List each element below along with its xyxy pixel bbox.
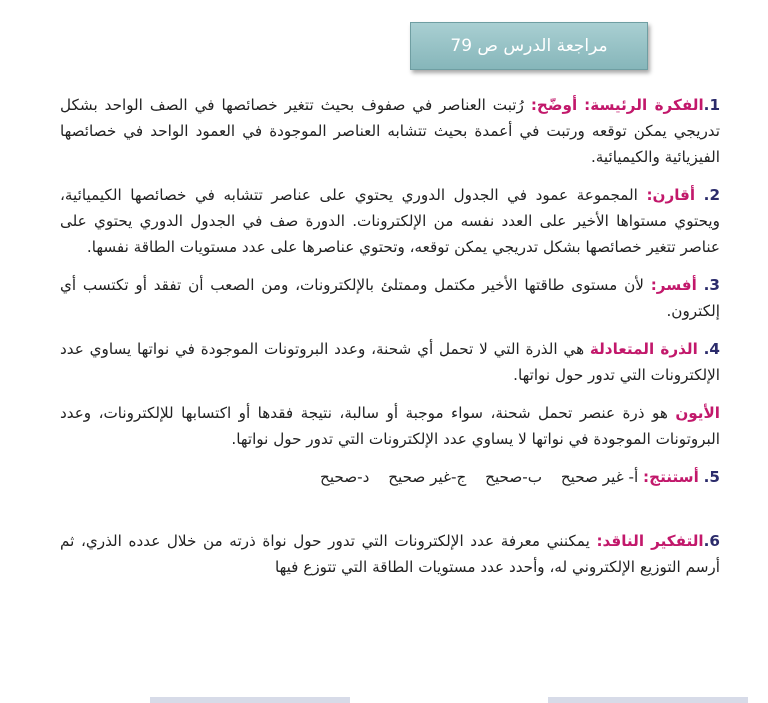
answer-6 <box>60 528 720 580</box>
answer-5-option-c: ج-غير صحيح <box>388 468 467 486</box>
answer-5-number: 5. <box>703 468 720 486</box>
answer-1-verb: أوضّح: <box>530 96 578 114</box>
answer-5-option-d: د-صحيح <box>320 468 370 486</box>
answers-content <box>60 92 720 592</box>
answer-1 <box>60 92 720 170</box>
answer-4-number: 4. <box>703 340 720 358</box>
answer-5-term: أستنتج: <box>643 468 699 486</box>
answer-1-term: الفكرة الرئيسة: <box>584 96 704 114</box>
lesson-review-title: مراجعة الدرس ص 79 <box>450 36 608 56</box>
bottom-decoration-left <box>150 697 350 703</box>
answer-3 <box>60 272 720 324</box>
lesson-review-header <box>410 22 648 70</box>
ion-definition <box>60 400 720 452</box>
answer-1-text: رُتبت العناصر في صفوف بحيث تتغير خصائصها في الصف الواحد بشكل تدريجي يمكن توقعه ورتبت في أعمدة بحيث تتشابه العناصر الموجودة في العمود الواحد في خصائصها الفيزيائية والكيميائية. <box>60 96 720 166</box>
answer-4-text: هي الذرة التي لا تحمل أي شحنة، وعدد البروتونات الموجودة في نواتها يساوي عدد الإلكترونات التي تدور حول نواتها. <box>60 340 720 384</box>
ion-term: الأيون <box>675 404 721 422</box>
answer-5-option-b: ب-صحيح <box>485 468 543 486</box>
answer-2-number: 2. <box>703 186 721 204</box>
answer-6-number: 6. <box>703 532 720 550</box>
answer-2-text: المجموعة عمود في الجدول الدوري يحتوي على عناصر تتشابه في خصائصها الكيميائية، ويحتوي مستواها الأخير على العدد نفسه من الإلكترونات. الدورة صف في الجدول الدوري يحتوي على عناصر تتغير خصائصها بشكل تدريجي يمكن توقعه، وتحتوي عناصرها على عدد مستويات الطاقة نفسها. <box>60 186 720 256</box>
answer-4 <box>60 336 720 388</box>
answer-5-option-a: أ- غير صحيح <box>560 468 639 486</box>
answer-3-term: أفسر: <box>650 276 697 294</box>
answer-5 <box>60 464 720 490</box>
answer-6-term: التفكير الناقد: <box>596 532 704 550</box>
answer-6-text: يمكنني معرفة عدد الإلكترونات التي تدور حول نواة ذرته من خلال عدده الذري، ثم أرسم التوزيع الإلكتروني له، وأحدد عدد مستويات الطاقة التي تتوزع فيها <box>60 532 720 576</box>
answer-3-text: لأن مستوى طاقتها الأخير مكتمل وممتلئ بالإلكترونات، ومن الصعب أن تفقد أو تكتسب أي إلكترون. <box>60 276 720 320</box>
ion-text: هو ذرة عنصر تحمل شحنة، سواء موجبة أو سالبة، نتيجة فقدها أو اكتسابها للإلكترونات، وعدد البروتونات الموجودة في نواتها لا يساوي عدد الإلكترونات التي تدور حول نواتها. <box>60 404 720 448</box>
answer-3-number: 3. <box>703 276 720 294</box>
answer-4-term: الذرة المتعادلة <box>589 340 698 358</box>
answer-2 <box>60 182 720 260</box>
answer-1-number: 1. <box>703 96 721 114</box>
bottom-decoration-right <box>548 697 748 703</box>
answer-2-term: أقارن: <box>646 186 696 204</box>
